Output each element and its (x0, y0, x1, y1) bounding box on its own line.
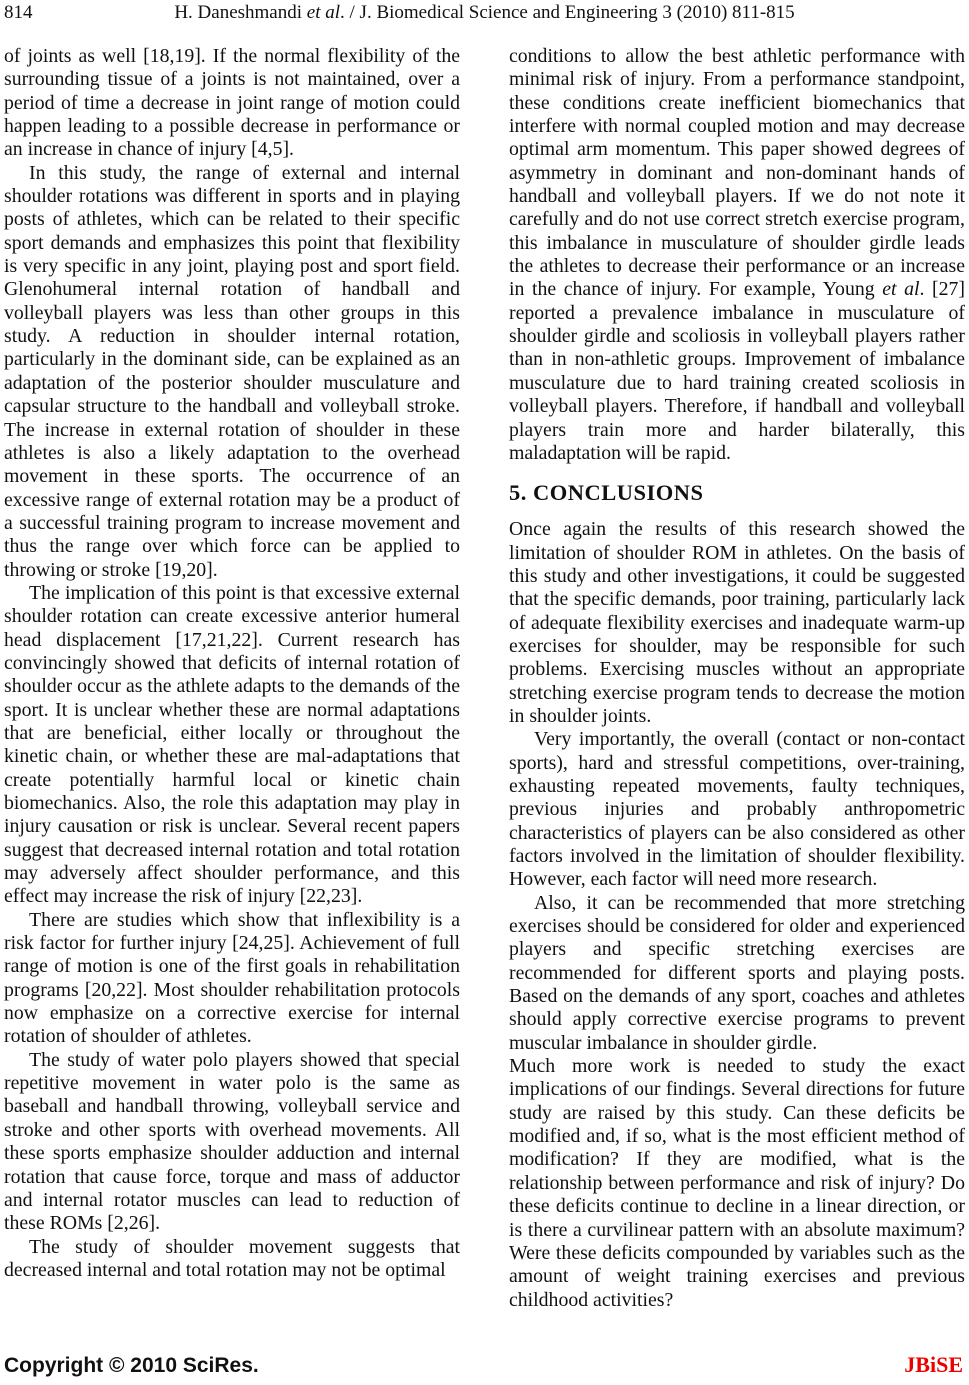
paragraph (509, 45, 965, 465)
paragraph: Very importantly, the overall (contact or non-contact sports), hard and stressful competitions, over-training, exhausting repeated movements, faulty techniques, previous injuries and probably anthropometric characteristics of players can be also considered as other factors involved in the limitation of shoulder flexibility. However, each factor will need more research. (509, 728, 965, 891)
paragraph: The study of water polo players showed that special repetitive movement in water polo is the same as baseball and handball throwing, volleyball service and stroke and other sports with overhead movements. All these sports emphasize shoulder adduction and internal rotation that cause force, torque and mass of adductor and internal rotator muscles can lead to reduction of these ROMs [2,26]. (4, 1048, 460, 1235)
etal-italic: et al (882, 278, 920, 301)
section-heading-conclusions: 5. CONCLUSIONS (509, 480, 704, 506)
paragraph-segment: . [27] reported a prevalence imbalance in musculature of shoulder girdle and scoliosis in volleyball players rather than in non-athletic groups. Improvement of imbalance musculature due to hard training created scoliosis in volleyball players. Therefore, if handball and volleyball players train more and harder bilaterally, this maladaptation will be rapid. (509, 278, 965, 464)
page-number: 814 (4, 2, 33, 23)
page-header (4, 2, 965, 26)
page-footer (4, 1352, 963, 1378)
copyright-text: Copyright © 2010 SciRes. (4, 1354, 259, 1377)
paragraph-segment: conditions to allow the best athletic performance with minimal risk of injury. From a performance standpoint, these conditions create inefficient biomechanics that interfere with normal coupled motion and may decrease optimal arm momentum. This paper showed degrees of asymmetry in dominant and non-dominant hands of handball and volleyball players. If we do not note it carefully and do not use correct stretch exercise program, this imbalance in musculature of shoulder girdle leads the athletes to decrease their performance or an increase in the chance of injury. For example, Young (509, 45, 965, 301)
paragraph: Also, it can be recommended that more stretching exercises should be considered for older and experienced players and specific stretching exercises are recommended for different sports and playing posts. Based on the demands of any sport, coaches and athletes should apply corrective exercise programs to prevent muscular imbalance in shoulder girdle. (509, 891, 965, 1054)
running-head (4, 2, 965, 24)
paragraph: There are studies which show that inflexibility is a risk factor for further injury [24,25]. Achievement of full range of motion is one of the first goals in rehabilitation programs [20,22]. Most shoulder rehabilitation protocols now emphasize on a corrective exercise for internal rotation of shoulder of athletes. (4, 908, 460, 1048)
paragraph: Much more work is needed to study the exact implications of our findings. Several directions for future study are raised by this study. Can these deficits be modified and, if so, what is the most efficient method of modification? If they are modified, what is the relationship between performance and risk of injury? Do these deficits continue to decline in a linear direction, or is there a curvilinear pattern with an absolute maximum? Were these deficits compounded by variables such as the amount of weight training exercises and previous childhood activities? (509, 1055, 965, 1311)
left-column (4, 45, 460, 1312)
paragraph: The study of shoulder movement suggests that decreased internal and total rotation may not be optimal (4, 1235, 460, 1281)
text-columns (4, 45, 965, 1312)
paragraph: of joints as well [18,19]. If the normal flexibility of the surrounding tissue of a joints is not maintained, over a period of time a decrease in joint range of motion could happen leading to a possible decrease in performance or an increase in chance of injury [4,5]. (4, 45, 460, 161)
right-column (509, 45, 965, 1312)
paragraph: Once again the results of this research showed the limitation of shoulder ROM in athletes. On the basis of this study and other investigations, it could be suggested that the specific demands, poor training, particularly lack of adequate flexibility exercises and inadequate warm-up exercises for shoulder, may be responsible for such problems. Exercising muscles without an appropriate stretching exercise program tends to decrease the motion in shoulder joints. (509, 518, 965, 727)
running-head-etal: et al (306, 2, 341, 23)
running-head-journal: . / J. Biomedical Science and Engineering 3 (2010) 811-815 (340, 2, 795, 23)
journal-logo: JBiSE (904, 1352, 963, 1377)
paragraph: The implication of this point is that excessive external shoulder rotation can create excessive anterior humeral head displacement [17,21,22]. Current research has convincingly showed that deficits of internal rotation of shoulder occur as the athlete adapts to the demands of the sport. It is unclear whether these are normal adaptations that are beneficial, either locally or throughout the kinetic chain, or whether these are mal-adaptations that create potentially harmful local or kinetic chain biomechanics. Also, the role this adaptation may play in injury causation or risk is unclear. Several recent papers suggest that decreased internal rotation and total rotation may adversely affect shoulder performance, and this effect may increase the risk of injury [22,23]. (4, 581, 460, 908)
running-head-authors: H. Daneshmandi (174, 2, 307, 23)
paragraph: In this study, the range of external and internal shoulder rotations was different in sports and in playing posts of athletes, which can be related to their specific sport demands and emphasizes this point that flexibility is very specific in any joint, playing post and sport field. Glenohumeral internal rotation of handball and volleyball players was less than other groups in this study. A reduction in shoulder internal rotation, particularly in the dominant side, can be explained as an adaptation of the posterior shoulder musculature and capsular structure to the handball and volleyball stroke. The increase in external rotation of shoulder in these athletes is also a likely adaptation to the overhead movement in these sports. The occurrence of an excessive range of external rotation may be a product of a successful training program to increase movement and thus the range over which force can be applied to throwing or stroke [19,20]. (4, 161, 460, 581)
